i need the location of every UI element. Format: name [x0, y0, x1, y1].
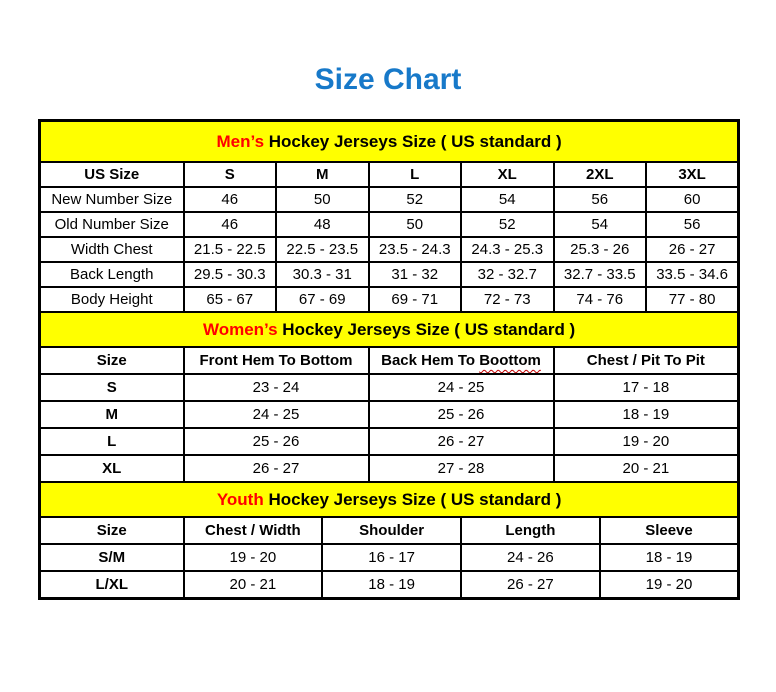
row-label: XL [40, 455, 184, 482]
table-cell: 67 - 69 [276, 287, 369, 312]
womens-column-back-hem [369, 347, 554, 374]
youth-section-band [40, 482, 739, 517]
table-cell: 18 - 19 [322, 571, 461, 598]
table-cell: 24 - 26 [461, 544, 600, 571]
mens-size-column-s: S [184, 162, 277, 187]
mens-section-title [40, 121, 739, 163]
table-cell: 26 - 27 [461, 571, 600, 598]
table-cell: 48 [276, 212, 369, 237]
womens-title-rest: Hockey Jerseys Size ( US standard ) [277, 319, 576, 339]
youth-section-title [40, 482, 739, 517]
table-cell: 74 - 76 [554, 287, 647, 312]
row-label: S [40, 374, 184, 401]
youth-row-lxl [40, 571, 739, 598]
table-cell: 50 [276, 187, 369, 212]
womens-section [40, 312, 739, 482]
mens-column-header-row [40, 162, 739, 187]
table-cell: 24 - 25 [184, 401, 369, 428]
table-cell: 69 - 71 [369, 287, 462, 312]
mens-row-new-number-size [40, 187, 739, 212]
womens-title-highlight: Women’s [202, 319, 278, 339]
womens-row-m [40, 401, 739, 428]
mens-section [40, 121, 739, 313]
womens-row-xl [40, 455, 739, 482]
mens-section-band [40, 121, 739, 163]
youth-title-highlight: Youth [216, 489, 264, 509]
table-cell: 29.5 - 30.3 [184, 262, 277, 287]
table-cell: 33.5 - 34.6 [646, 262, 739, 287]
table-cell: 22.5 - 23.5 [276, 237, 369, 262]
womens-column-chest-pit: Chest / Pit To Pit [554, 347, 739, 374]
mens-row-width-chest [40, 237, 739, 262]
mens-title-rest: Hockey Jerseys Size ( US standard ) [264, 131, 562, 151]
table-cell: 46 [184, 212, 277, 237]
row-label: Width Chest [40, 237, 184, 262]
table-cell: 27 - 28 [369, 455, 554, 482]
table-cell: 26 - 27 [184, 455, 369, 482]
table-cell: 31 - 32 [369, 262, 462, 287]
row-label: Body Height [40, 287, 184, 312]
table-cell: 50 [369, 212, 462, 237]
table-cell: 65 - 67 [184, 287, 277, 312]
youth-column-header-row [40, 517, 739, 544]
table-cell: 20 - 21 [184, 571, 323, 598]
table-cell: 56 [554, 187, 647, 212]
table-cell: 60 [646, 187, 739, 212]
womens-corner-header: Size [40, 347, 184, 374]
table-cell: 18 - 19 [554, 401, 739, 428]
mens-size-column-l: L [369, 162, 462, 187]
mens-size-column-2xl: 2XL [554, 162, 647, 187]
row-label: M [40, 401, 184, 428]
womens-row-l [40, 428, 739, 455]
womens-section-title [40, 312, 739, 347]
youth-title-rest: Hockey Jerseys Size ( US standard ) [263, 489, 562, 509]
table-cell: 24 - 25 [369, 374, 554, 401]
table-cell: 54 [554, 212, 647, 237]
mens-size-column-xl: XL [461, 162, 554, 187]
table-cell: 26 - 27 [646, 237, 739, 262]
womens-column-front-hem: Front Hem To Bottom [184, 347, 369, 374]
table-cell: 18 - 19 [600, 544, 739, 571]
table-cell: 25 - 26 [369, 401, 554, 428]
row-label: S/M [40, 544, 184, 571]
mens-size-column-3xl: 3XL [646, 162, 739, 187]
mens-row-back-length [40, 262, 739, 287]
row-label: Old Number Size [40, 212, 184, 237]
youth-section [40, 482, 739, 598]
table-cell: 24.3 - 25.3 [461, 237, 554, 262]
table-cell: 19 - 20 [554, 428, 739, 455]
table-cell: 16 - 17 [322, 544, 461, 571]
row-label: L [40, 428, 184, 455]
youth-column-chest-width: Chest / Width [184, 517, 323, 544]
mens-corner-header: US Size [40, 162, 184, 187]
mens-row-body-height [40, 287, 739, 312]
row-label: Back Length [40, 262, 184, 287]
youth-column-shoulder: Shoulder [322, 517, 461, 544]
table-cell: 46 [184, 187, 277, 212]
row-label: New Number Size [40, 187, 184, 212]
table-cell: 77 - 80 [646, 287, 739, 312]
table-cell: 52 [461, 212, 554, 237]
table-cell: 23 - 24 [184, 374, 369, 401]
table-cell: 56 [646, 212, 739, 237]
table-cell: 52 [369, 187, 462, 212]
mens-size-column-m: M [276, 162, 369, 187]
back-hem-label-prefix: Back Hem To [381, 352, 476, 369]
back-hem-label-misspelled-word: Boottom [479, 352, 541, 369]
youth-corner-header: Size [40, 517, 184, 544]
table-cell: 19 - 20 [184, 544, 323, 571]
size-chart-table [38, 119, 740, 600]
womens-column-header-row [40, 347, 739, 374]
table-cell: 21.5 - 22.5 [184, 237, 277, 262]
table-cell: 19 - 20 [600, 571, 739, 598]
table-cell: 17 - 18 [554, 374, 739, 401]
table-cell: 30.3 - 31 [276, 262, 369, 287]
table-cell: 23.5 - 24.3 [369, 237, 462, 262]
table-cell: 54 [461, 187, 554, 212]
table-cell: 72 - 73 [461, 287, 554, 312]
table-cell: 32 - 32.7 [461, 262, 554, 287]
youth-column-length: Length [461, 517, 600, 544]
row-label: L/XL [40, 571, 184, 598]
table-cell: 32.7 - 33.5 [554, 262, 647, 287]
page-title: Size Chart [314, 63, 462, 96]
table-cell: 25.3 - 26 [554, 237, 647, 262]
table-cell: 20 - 21 [554, 455, 739, 482]
table-cell: 25 - 26 [184, 428, 369, 455]
womens-row-s [40, 374, 739, 401]
youth-column-sleeve: Sleeve [600, 517, 739, 544]
mens-title-highlight: Men’s [216, 131, 265, 151]
table-cell: 26 - 27 [369, 428, 554, 455]
youth-row-sm [40, 544, 739, 571]
womens-section-band [40, 312, 739, 347]
mens-row-old-number-size [40, 212, 739, 237]
